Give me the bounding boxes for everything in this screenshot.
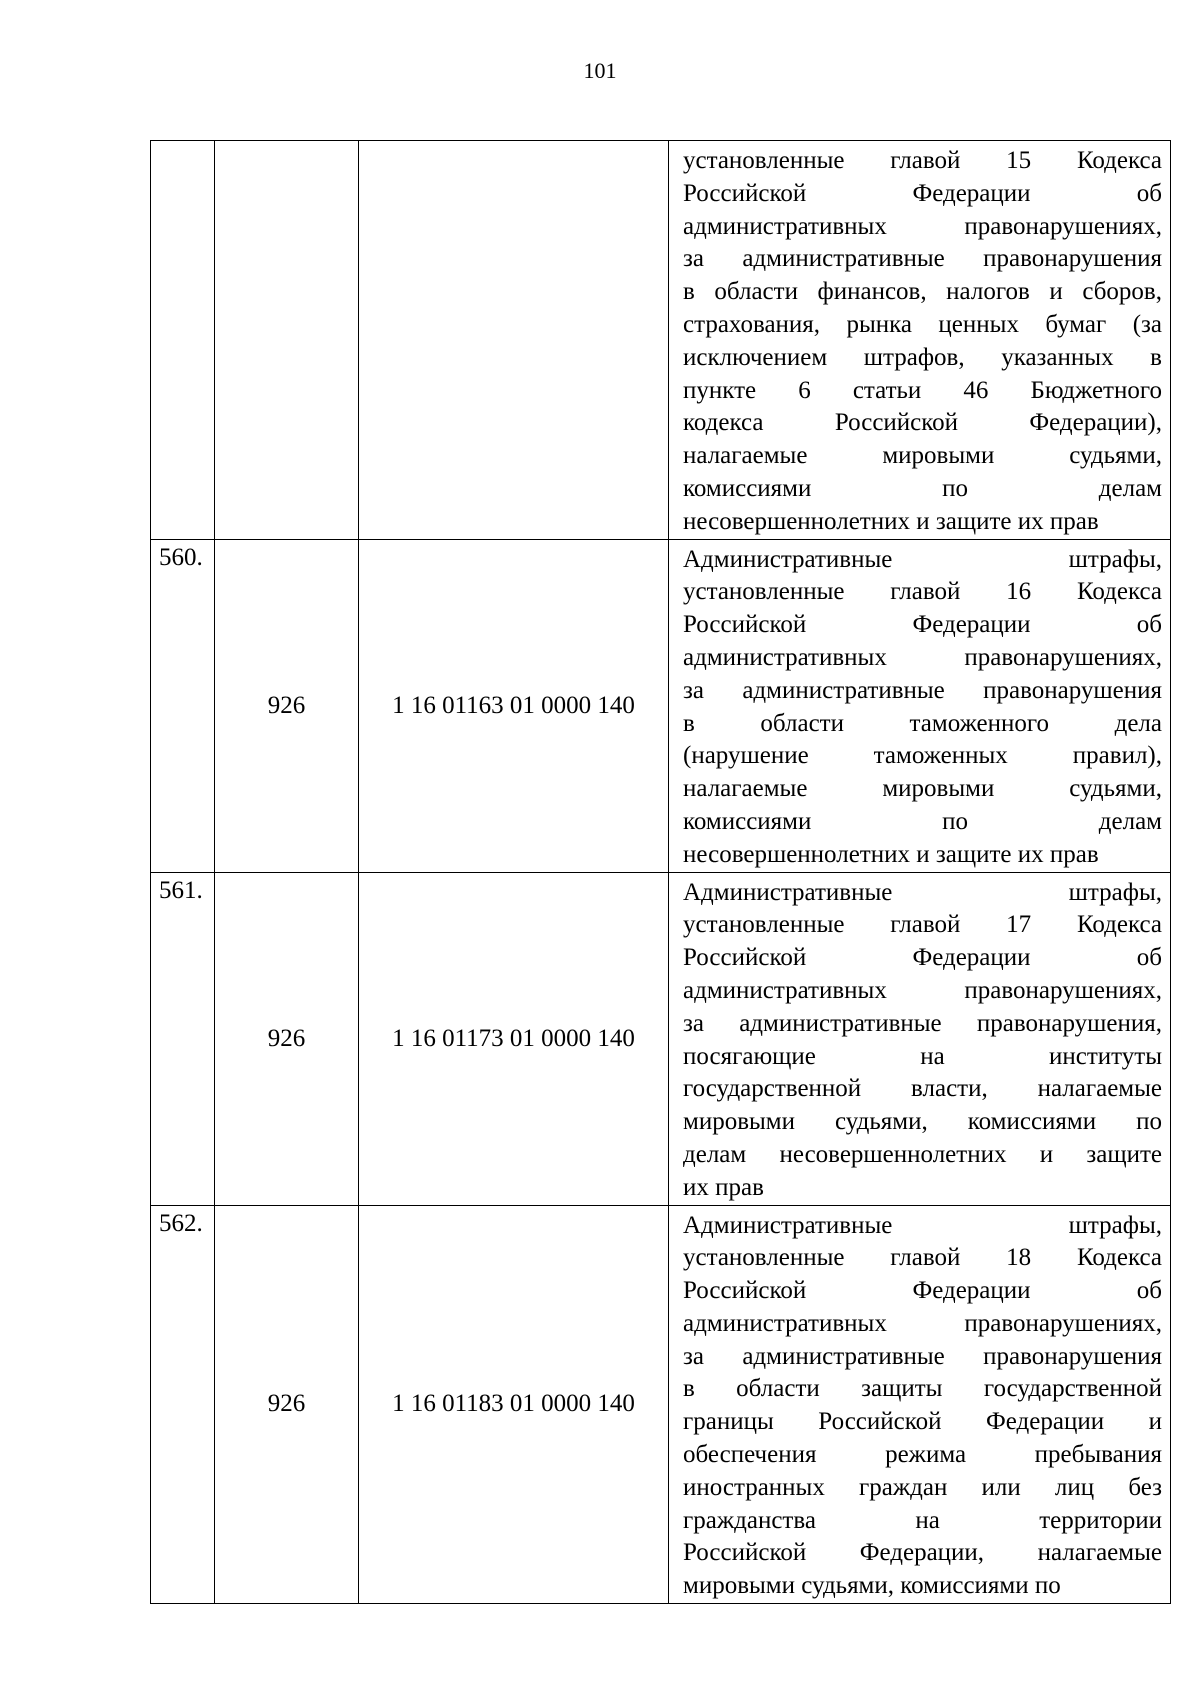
budget-classification-code: 1 16 01163 01 0000 140 xyxy=(359,539,669,872)
description-line: Российской Федерации об xyxy=(683,1277,1162,1305)
description-line: Административные штрафы, xyxy=(683,1211,1162,1239)
description-line: Российской Федерации об xyxy=(683,944,1162,972)
description-line: комиссиями по делам xyxy=(683,474,1162,502)
description-line: гражданства на территории xyxy=(683,1506,1162,1534)
description-line: административных правонарушениях, xyxy=(683,1309,1162,1337)
row-number: 562. xyxy=(151,1205,215,1604)
revenue-description xyxy=(669,872,1171,1205)
description-line: за административные правонарушения xyxy=(683,1342,1162,1370)
description-line: Административные штрафы, xyxy=(683,878,1162,906)
description-line: исключением штрафов, указанных в xyxy=(683,343,1162,371)
description-line: налагаемые мировыми судьями, xyxy=(683,442,1162,470)
row-number: 561. xyxy=(151,872,215,1205)
description-line: делам несовершеннолетних и защите xyxy=(683,1140,1162,1168)
description-line: посягающие на институты xyxy=(683,1042,1162,1070)
description-line: в области финансов, налогов и сборов, xyxy=(683,278,1162,306)
revenue-description xyxy=(669,141,1171,540)
description-line: установленные главой 17 Кодекса xyxy=(683,911,1162,939)
table-row xyxy=(151,872,1171,1205)
description-line: мировыми судьями, комиссиями по xyxy=(683,1572,1061,1600)
description-line: административных правонарушениях, xyxy=(683,976,1162,1004)
description-line: за административные правонарушения xyxy=(683,676,1162,704)
row-number: 560. xyxy=(151,539,215,872)
administrator-code: 926 xyxy=(215,872,359,1205)
description-line: мировыми судьями, комиссиями по xyxy=(683,1108,1162,1136)
administrator-code: 926 xyxy=(215,539,359,872)
description-line: несовершеннолетних и защите их прав xyxy=(683,840,1099,868)
description-line: пункте 6 статьи 46 Бюджетного xyxy=(683,376,1162,404)
description-line: обеспечения режима пребывания xyxy=(683,1441,1162,1469)
description-line: государственной власти, налагаемые xyxy=(683,1075,1162,1103)
table-body xyxy=(151,141,1171,1604)
description-line: кодекса Российской Федерации), xyxy=(683,409,1162,437)
description-line: их прав xyxy=(683,1173,764,1201)
budget-classification-code xyxy=(359,141,669,540)
budget-classification-code: 1 16 01173 01 0000 140 xyxy=(359,872,669,1205)
description-line: Российской Федерации об xyxy=(683,179,1162,207)
table-row xyxy=(151,1205,1171,1604)
description-line: административных правонарушениях, xyxy=(683,643,1162,671)
description-line: (нарушение таможенных правил), xyxy=(683,742,1162,770)
description-line: Российской Федерации, налагаемые xyxy=(683,1539,1162,1567)
description-line: установленные главой 16 Кодекса xyxy=(683,578,1162,606)
table-row xyxy=(151,539,1171,872)
row-number xyxy=(151,141,215,540)
description-line: административных правонарушениях, xyxy=(683,212,1162,240)
description-line: Административные штрафы, xyxy=(683,545,1162,573)
description-line: установленные главой 18 Кодекса xyxy=(683,1244,1162,1272)
description-line: комиссиями по делам xyxy=(683,807,1162,835)
description-line: за административные правонарушения xyxy=(683,245,1162,273)
description-line: в области таможенного дела xyxy=(683,709,1162,737)
page-number: 101 xyxy=(583,58,617,83)
table-row xyxy=(151,141,1171,540)
description-line: в области защиты государственной xyxy=(683,1375,1162,1403)
description-line: несовершеннолетних и защите их прав xyxy=(683,507,1099,535)
administrator-code: 926 xyxy=(215,1205,359,1604)
budget-codes-table xyxy=(150,140,1171,1604)
description-line: иностранных граждан или лиц без xyxy=(683,1473,1162,1501)
description-line: Российской Федерации об xyxy=(683,611,1162,639)
budget-classification-code: 1 16 01183 01 0000 140 xyxy=(359,1205,669,1604)
description-line: установленные главой 15 Кодекса xyxy=(683,147,1162,174)
administrator-code xyxy=(215,141,359,540)
revenue-description xyxy=(669,1205,1171,1604)
description-line: страхования, рынка ценных бумаг (за xyxy=(683,310,1162,338)
description-line: налагаемые мировыми судьями, xyxy=(683,775,1162,803)
description-line: за административные правонарушения, xyxy=(683,1009,1162,1037)
revenue-description xyxy=(669,539,1171,872)
description-line: границы Российской Федерации и xyxy=(683,1408,1162,1436)
